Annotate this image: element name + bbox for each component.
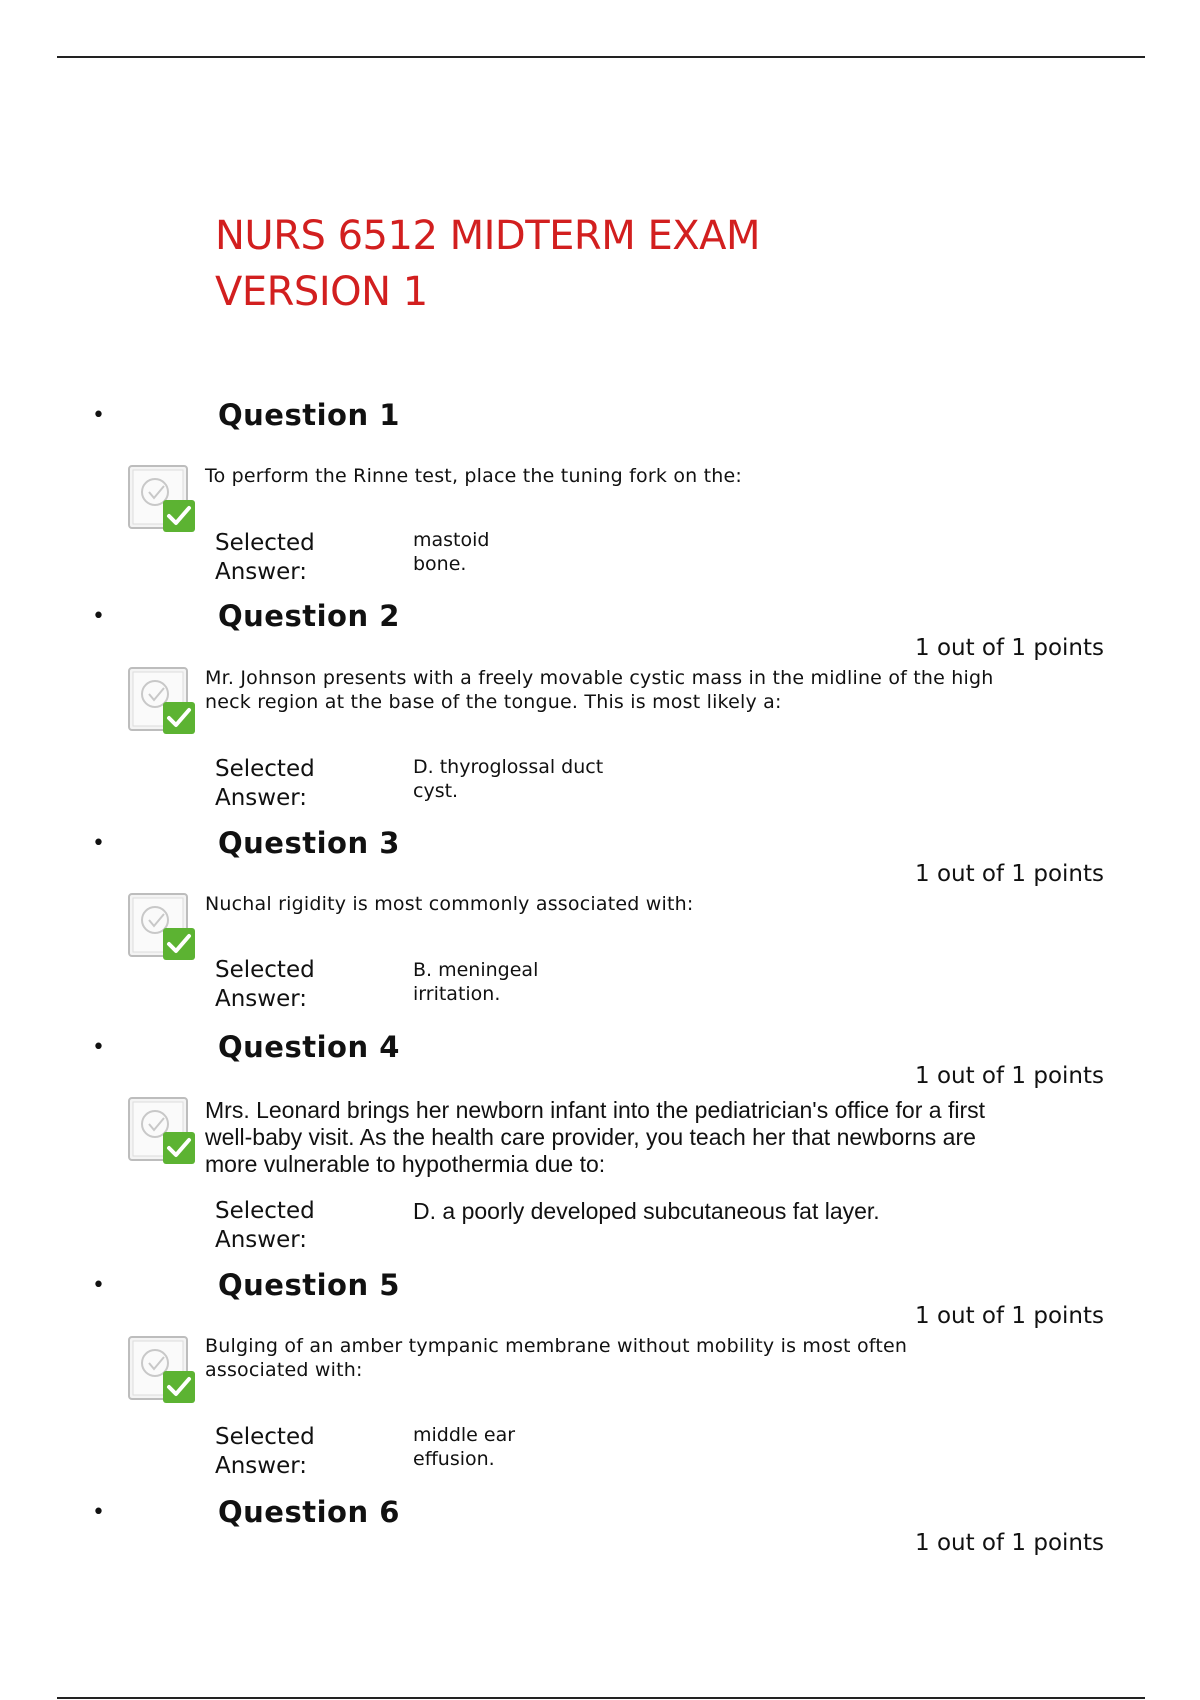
bullet: •	[92, 1035, 105, 1060]
graded-correct-check-icon	[127, 1333, 197, 1405]
question-6-header	[0, 1494, 1200, 1534]
selected-answer-value: B. meningeal irritation.	[413, 959, 539, 1005]
points-score: 1 out of 1 points	[915, 1303, 1104, 1329]
question-title: Question 3	[218, 826, 400, 860]
selected-answer-label: Selected Answer:	[215, 756, 315, 811]
selected-answer-label: Selected Answer:	[215, 1424, 315, 1479]
question-text: Bulging of an amber tympanic membrane without mobility is most often associated with:	[205, 1335, 908, 1381]
bottom-rule	[57, 1697, 1145, 1699]
question-3-header	[0, 825, 1200, 865]
selected-answer-label: Selected Answer:	[215, 957, 315, 1012]
bullet: •	[92, 604, 105, 629]
question-title: Question 6	[218, 1495, 400, 1529]
points-score: 1 out of 1 points	[915, 861, 1104, 887]
exam-title-line2: VERSION 1	[215, 269, 428, 315]
graded-correct-check-icon	[127, 462, 197, 534]
question-title: Question 4	[218, 1030, 400, 1064]
question-text: Nuchal rigidity is most commonly associated with:	[205, 893, 694, 915]
graded-correct-check-icon	[127, 890, 197, 962]
question-text: Mr. Johnson presents with a freely movable cystic mass in the midline of the high neck region at the base of the tongue. This is most likely a:	[205, 667, 994, 713]
selected-answer-value: D. a poorly developed subcutaneous fat layer.	[413, 1198, 880, 1224]
points-score: 1 out of 1 points	[915, 635, 1104, 661]
question-2-header	[0, 598, 1200, 638]
exam-title	[215, 208, 760, 320]
graded-correct-check-icon	[127, 1094, 197, 1166]
question-1-header	[0, 397, 1200, 437]
points-score: 1 out of 1 points	[915, 1063, 1104, 1089]
question-5-header	[0, 1267, 1200, 1307]
bullet: •	[92, 403, 105, 428]
points-score: 1 out of 1 points	[915, 1530, 1104, 1556]
exam-title-line1: NURS 6512 MIDTERM EXAM	[215, 213, 760, 259]
bullet: •	[92, 1500, 105, 1525]
graded-correct-check-icon	[127, 664, 197, 736]
selected-answer-value: middle ear effusion.	[413, 1424, 516, 1470]
top-rule	[57, 56, 1145, 58]
question-text: To perform the Rinne test, place the tuning fork on the:	[205, 465, 743, 487]
selected-answer-label: Selected Answer:	[215, 530, 315, 585]
selected-answer-value: D. thyroglossal duct cyst.	[413, 756, 604, 802]
bullet: •	[92, 1273, 105, 1298]
question-title: Question 2	[218, 599, 400, 633]
selected-answer-value: mastoid bone.	[413, 529, 490, 575]
question-title: Question 5	[218, 1268, 400, 1302]
question-title: Question 1	[218, 398, 400, 432]
bullet: •	[92, 831, 105, 856]
selected-answer-label: Selected Answer:	[215, 1198, 315, 1253]
question-text: Mrs. Leonard brings her newborn infant into the pediatrician's office for a first well-baby visit. As the health care provider, you teach her that newborns are more vulnerable to hypothermia due to:	[205, 1097, 985, 1177]
